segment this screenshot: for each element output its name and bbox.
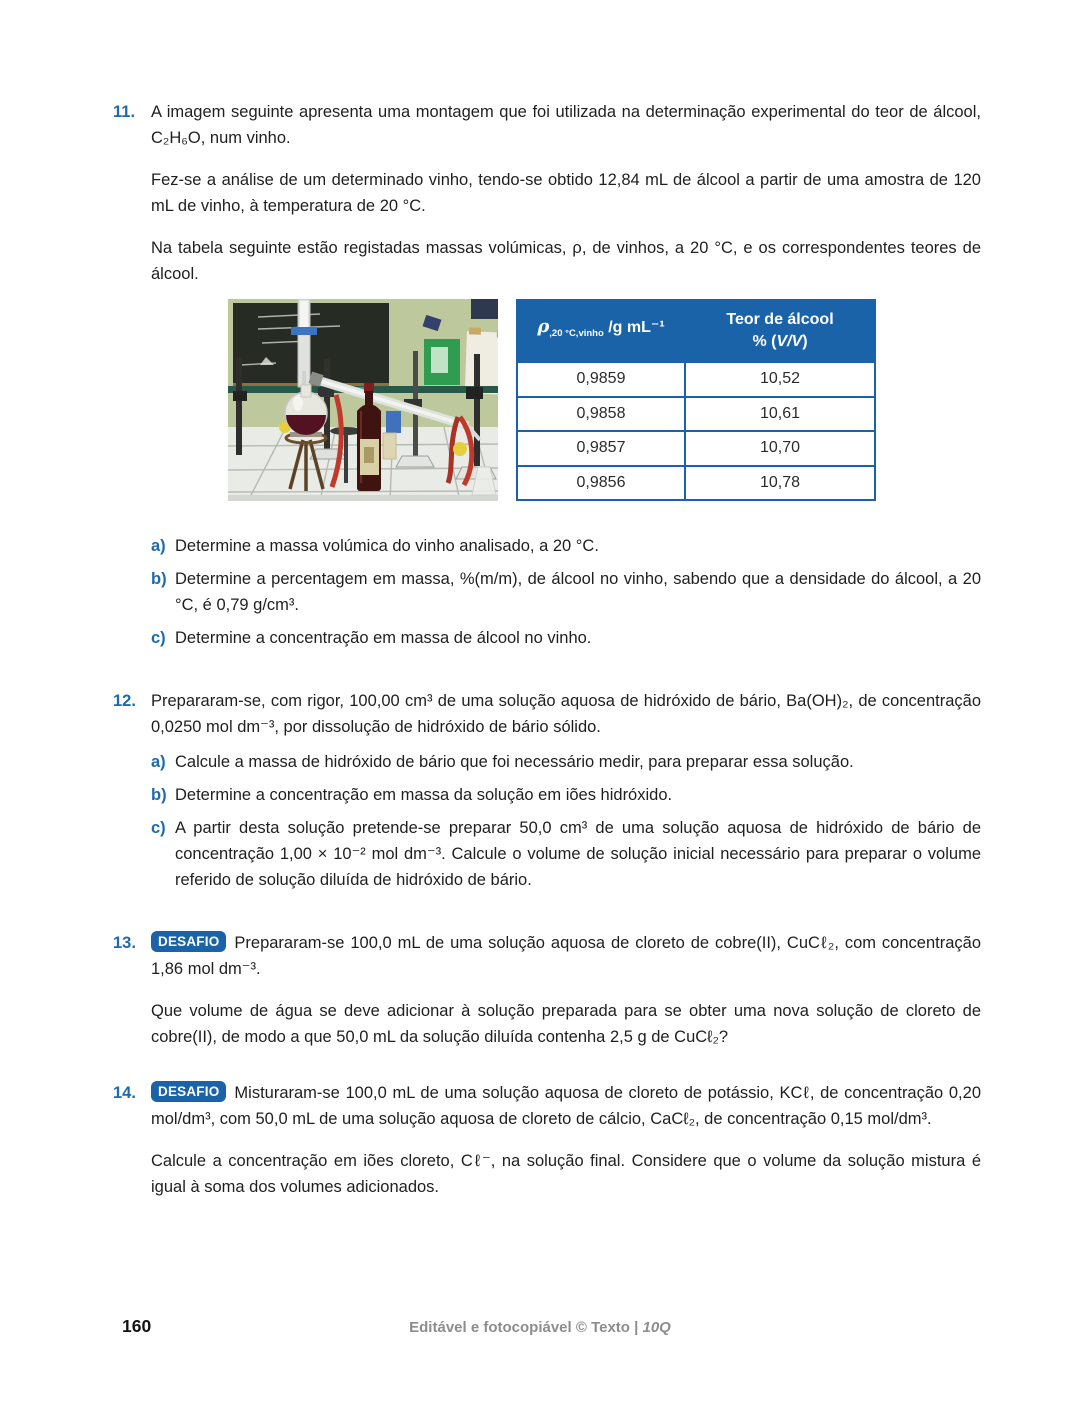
part-item-c: [151, 625, 981, 651]
question-12: [113, 688, 981, 900]
table-cell-density: 0,9857: [517, 431, 685, 466]
desafio-badge: DESAFIO: [151, 1081, 226, 1102]
table-row: [517, 397, 875, 432]
table-row: [517, 431, 875, 466]
part-text: A partir desta solução pretende-se preparar 50,0 cm³ de uma solução aquosa de hidróxido de bário de concentração 1,00 × 10⁻² mol dm⁻³. Calcule o volume de solução inicial necessário para preparar o volume referido de solução diluída de hidróxido de bário.: [175, 819, 981, 889]
question-12-paragraph-1: Prepararam-se, com rigor, 100,00 cm³ de uma solução aquosa de hidróxido de bário, Ba(OH)₂, de concentração 0,0250 mol dm⁻³, por dissolução de hidróxido de bário sólido.: [151, 692, 981, 736]
question-14-number: 14.: [113, 1084, 136, 1102]
table-cell-density: 0,9859: [517, 362, 685, 397]
table-cell-alcohol: 10,78: [685, 466, 875, 501]
part-text: Determine a concentração em massa da solução em iões hidróxido.: [175, 786, 673, 804]
density-unit: /g mL⁻¹: [603, 319, 665, 337]
lab-setup-photo: [228, 299, 498, 501]
part-item-a: [151, 533, 981, 559]
rho-symbol: ρ: [537, 316, 550, 338]
lab-setup-photo-illustration: [228, 299, 498, 501]
part-item-b: [151, 782, 981, 808]
question-14-paragraph-1: [151, 1080, 981, 1132]
question-11-parts: [151, 533, 981, 651]
question-12-number: 12.: [113, 692, 136, 710]
table-cell-density: 0,9856: [517, 466, 685, 501]
part-label: a): [151, 753, 166, 771]
part-text: Determine a percentagem em massa, %(m/m), de álcool no vinho, sabendo que a densidade do álcool, a 20 °C, é 0,79 g/cm³.: [175, 570, 981, 614]
table-header-alcohol: [685, 300, 875, 362]
alcohol-header-line1: Teor de álcool: [726, 311, 834, 328]
question-11-figure: [228, 299, 981, 501]
question-11-paragraph-2: Fez-se a análise de um determinado vinho, tendo-se obtido 12,84 mL de álcool a partir de uma amostra de 120 mL de vinho, à temperatura de 20 °C.: [151, 171, 981, 215]
part-label: b): [151, 786, 167, 804]
part-item-b: [151, 566, 981, 618]
question-13-number: 13.: [113, 934, 136, 952]
part-item-c: [151, 815, 981, 893]
alcohol-header-line2: % (V/V): [752, 333, 808, 350]
part-text: Calcule a massa de hidróxido de bário que foi necessário medir, para preparar essa solução.: [175, 753, 854, 771]
table-row: [517, 362, 875, 397]
question-14-text-1: Misturaram-se 100,0 mL de uma solução aquosa de cloreto de potássio, KCℓ, de concentração 0,20 mol/dm³, com 50,0 mL de uma solução aquosa de cloreto de cálcio, CaCℓ₂, de concentração 0,15 mol/dm³.: [151, 1084, 981, 1128]
question-13-paragraph-1: [151, 930, 981, 982]
table-cell-alcohol: 10,52: [685, 362, 875, 397]
question-11-paragraph-1: A imagem seguinte apresenta uma montagem que foi utilizada na determinação experimental do teor de álcool, C₂H₆O, num vinho.: [151, 103, 981, 147]
question-14: [113, 1080, 981, 1200]
question-11-number: 11.: [113, 103, 136, 121]
question-13-paragraph-2: Que volume de água se deve adicionar à solução preparada para se obter uma nova solução de cloreto de cobre(II), de modo a que 50,0 mL da solução diluída contenha 2,5 g de CuCℓ₂?: [151, 1002, 981, 1046]
part-label: c): [151, 629, 166, 647]
table-cell-density: 0,9858: [517, 397, 685, 432]
density-alcohol-table: [516, 299, 876, 501]
part-label: c): [151, 819, 166, 837]
question-13: [113, 930, 981, 1050]
footer-credit: Editável e fotocopiável © Texto | 10Q: [409, 1319, 671, 1336]
part-label: a): [151, 537, 166, 555]
question-11-paragraph-3: Na tabela seguinte estão registadas massas volúmicas, ρ, de vinhos, a 20 °C, e os correspondentes teores de álcool.: [151, 239, 981, 283]
table-row: [517, 466, 875, 501]
rho-subscript: ,20 °C,vinho: [549, 328, 604, 340]
question-14-paragraph-2: Calcule a concentração em iões cloreto, Cℓ⁻, na solução final. Considere que o volume da solução mistura é igual à soma dos volumes adicionados.: [151, 1152, 981, 1196]
table-header-density: [517, 300, 685, 362]
question-11: [113, 99, 981, 658]
page-content: [113, 99, 981, 1200]
question-12-parts: [151, 749, 981, 893]
part-label: b): [151, 570, 167, 588]
table-cell-alcohol: 10,70: [685, 431, 875, 466]
desafio-badge: DESAFIO: [151, 931, 226, 952]
part-item-a: [151, 749, 981, 775]
table-header-row: [517, 300, 875, 362]
question-13-text-1: Prepararam-se 100,0 mL de uma solução aquosa de cloreto de cobre(II), CuCℓ₂, com concentração 1,86 mol dm⁻³.: [151, 934, 981, 978]
footer-book-code: 10Q: [642, 1319, 671, 1336]
table-cell-alcohol: 10,61: [685, 397, 875, 432]
part-text: Determine a massa volúmica do vinho analisado, a 20 °C.: [175, 537, 599, 555]
part-text: Determine a concentração em massa de álcool no vinho.: [175, 629, 592, 647]
footer-page-number: 160: [122, 1316, 152, 1336]
